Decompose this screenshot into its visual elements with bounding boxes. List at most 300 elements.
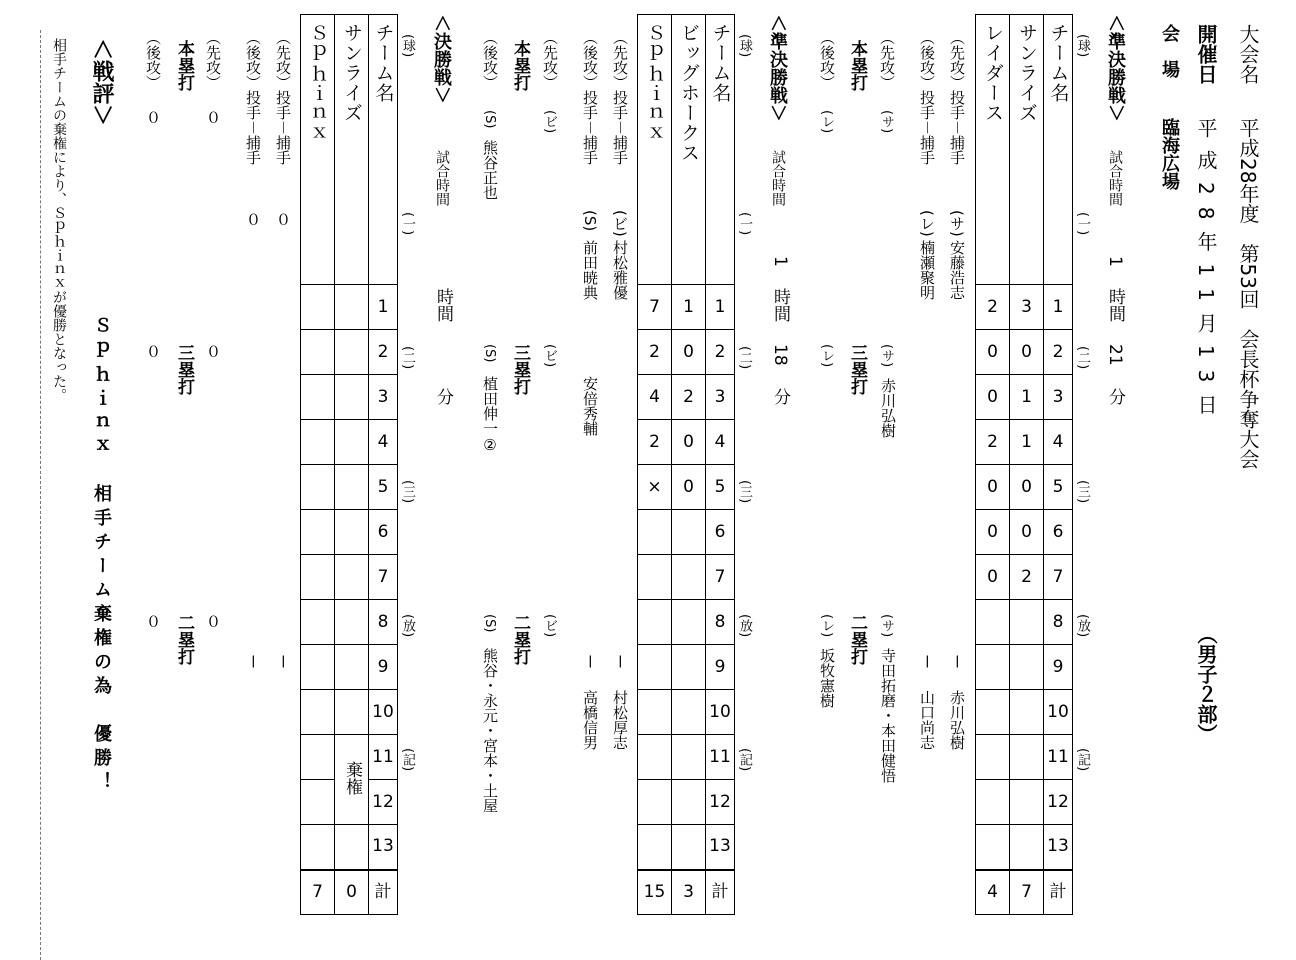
team-name: サンライズ: [1016, 23, 1038, 123]
game3-minutes-unit: 分: [433, 388, 453, 405]
g1-hr-type2: 三塁打: [847, 344, 867, 395]
inning-row: [976, 825, 1073, 870]
inning-label: 9: [369, 645, 398, 690]
g2-hr1-abbr3: (ビ): [542, 614, 557, 638]
game3-time-label: 試合時間: [434, 150, 450, 206]
inning-label: 4: [369, 420, 398, 465]
g2-hr1-side: （先攻）: [541, 30, 559, 90]
g1-hr2-abbr3: (レ): [819, 614, 834, 638]
inning-score: [301, 690, 335, 735]
g2-hr1-abbr: (ビ): [542, 110, 557, 134]
g1-bat2-side: （後攻）投手－捕手: [918, 30, 936, 166]
inning-score: [301, 285, 335, 330]
team-name-cell: [638, 15, 672, 285]
inning-row: [301, 600, 398, 645]
g3-bat2-pitcher: ０: [244, 212, 262, 227]
g2-bat2-pitcher: 前田暁典: [581, 240, 599, 300]
inning-score: 2: [976, 420, 1010, 465]
g2-hr-type3: 二塁打: [510, 614, 530, 665]
inning-row: [301, 285, 398, 330]
g2-bat2-catcher: 高橋信男: [581, 690, 599, 750]
tournament-name: 平成28年度 第53回 会長杯争奪大会: [1236, 118, 1260, 469]
inning-score: [672, 780, 706, 825]
venue-value: 臨海広場: [1159, 118, 1180, 190]
inning-label: 11: [369, 735, 398, 780]
inning-score: 0: [672, 420, 706, 465]
inning-row: [638, 600, 735, 645]
g1-bat1-side: （先攻）投手－捕手: [948, 30, 966, 166]
margin-two-3: (二): [400, 346, 415, 370]
game3-title: ＜決勝戦＞: [431, 14, 452, 104]
team-name: Ｓｐｈｉｎｘ: [644, 23, 666, 143]
g1-hr1-abbr3: (サ): [879, 614, 894, 638]
inning-label: 3: [706, 375, 735, 420]
inning-row: [638, 690, 735, 735]
inning-score: [335, 465, 369, 510]
g2-bat1-catcher: 村松厚志: [611, 690, 629, 750]
inning-row: [976, 645, 1073, 690]
inning-label: 12: [706, 780, 735, 825]
inning-row: [976, 420, 1073, 465]
inning-score: [638, 825, 672, 870]
g3-bat2-sep: －: [244, 654, 262, 670]
inning-score: [638, 555, 672, 600]
forfeit-note: 棄権: [342, 760, 362, 795]
inning-score: [1010, 780, 1044, 825]
g2-hr1-abbr2: (ビ): [542, 344, 557, 368]
date-label: 開催日: [1194, 24, 1218, 84]
g2-bat2-mid: 安倍秀輔: [581, 376, 599, 436]
inning-label: 9: [706, 645, 735, 690]
g1-hr1-players3: 寺田拓磨・本田健悟: [879, 648, 897, 783]
margin-ball-2: (球): [737, 34, 752, 58]
inning-score: [301, 330, 335, 375]
inning-score: 1: [1010, 420, 1044, 465]
g3-bat2-side: （後攻）投手－捕手: [244, 30, 262, 166]
inning-row: [301, 420, 398, 465]
inning-row: [301, 825, 398, 870]
total-label: 計: [1044, 870, 1073, 915]
inning-score: [335, 330, 369, 375]
inning-score: [1010, 825, 1044, 870]
inning-row: [976, 465, 1073, 510]
inning-label: 2: [369, 330, 398, 375]
total-score: 0: [335, 870, 369, 915]
total-score: 3: [672, 870, 706, 915]
inning-score: 2: [1010, 555, 1044, 600]
inning-score: 3: [1010, 285, 1044, 330]
g1-bat2-abbr: (レ): [918, 210, 936, 237]
game2-scoreboard: [637, 14, 735, 915]
g3-hr2-v2: ０: [144, 344, 162, 359]
inning-score: [301, 375, 335, 420]
inning-label: 7: [1044, 555, 1073, 600]
inning-row: [976, 600, 1073, 645]
g3-hr2-v3: ０: [144, 614, 162, 629]
inning-label: 2: [1044, 330, 1073, 375]
margin-release-2: (放): [737, 614, 752, 638]
inning-score: [1010, 735, 1044, 780]
inning-score: [672, 825, 706, 870]
inning-label: 6: [369, 510, 398, 555]
g1-bat1-sep: －: [948, 654, 966, 670]
inning-row: [638, 825, 735, 870]
inning-score: [301, 555, 335, 600]
inning-score: [335, 510, 369, 555]
inning-score: [335, 420, 369, 465]
inning-score: [301, 780, 335, 825]
date-value: 平成28年11月13日: [1194, 118, 1218, 427]
inning-row: [976, 780, 1073, 825]
margin-three-3: (三): [400, 480, 415, 504]
inning-score: 0: [976, 465, 1010, 510]
g2-hr2-abbr3: (S): [482, 614, 497, 633]
g2-bat1-abbr: (ビ): [611, 210, 629, 237]
margin-three-2: (三): [737, 480, 752, 504]
g1-hr2-players3: 坂牧憲樹: [818, 648, 836, 708]
inning-label: 12: [1044, 780, 1073, 825]
inning-score: 7: [638, 285, 672, 330]
inning-label: 4: [1044, 420, 1073, 465]
inning-score: [335, 690, 369, 735]
inning-row: [976, 285, 1073, 330]
g1-hr2-side: （後攻）: [818, 30, 836, 90]
inning-score: [335, 285, 369, 330]
total-row: [638, 870, 735, 915]
inning-row: [976, 375, 1073, 420]
team-header-label: チーム名: [372, 23, 395, 103]
tournament-label: 大会名: [1236, 24, 1260, 84]
inning-score: 0: [976, 510, 1010, 555]
inning-label: 11: [1044, 735, 1073, 780]
inning-row: [976, 735, 1073, 780]
g3-hr1-v1: ０: [204, 110, 222, 125]
inning-score: [301, 510, 335, 555]
game1-hours-unit: 時間: [1105, 288, 1125, 322]
margin-one: (一): [1075, 212, 1090, 236]
total-score: 7: [301, 870, 335, 915]
inning-label: 5: [706, 465, 735, 510]
g1-hr1-abbr: (サ): [879, 110, 894, 134]
team-name-cell: [301, 15, 335, 285]
inning-score: 4: [638, 375, 672, 420]
inning-score: 0: [976, 375, 1010, 420]
inning-score: [301, 645, 335, 690]
inning-label: 5: [1044, 465, 1073, 510]
inning-label: 6: [706, 510, 735, 555]
game1-title: ＜準決勝戦＞: [1105, 14, 1126, 122]
margin-one-3: (一): [400, 212, 415, 236]
inning-label: 1: [706, 285, 735, 330]
inning-row: [638, 735, 735, 780]
inning-score: [301, 735, 335, 780]
g2-hr2-abbr2: (S): [482, 344, 497, 363]
inning-row: [638, 510, 735, 555]
inning-score: [638, 600, 672, 645]
inning-label: 13: [706, 825, 735, 870]
game2-hours-unit: 時間: [770, 288, 790, 322]
inning-row: [638, 465, 735, 510]
inning-score: 0: [1010, 330, 1044, 375]
inning-score: [976, 735, 1010, 780]
g2-hr-type1: 本塁打: [510, 40, 530, 91]
game3-scoreboard: [300, 14, 398, 915]
team-header-cell: [706, 15, 735, 285]
inning-score: [1010, 600, 1044, 645]
inning-label: 10: [1044, 690, 1073, 735]
inning-row: [976, 690, 1073, 735]
g2-hr2-abbr: (S): [482, 110, 497, 129]
inning-score: [976, 600, 1010, 645]
g2-bat1-pitcher: 村松雅優: [611, 240, 629, 300]
g1-hr2-abbr: (レ): [819, 110, 834, 134]
margin-record-3: (記): [400, 748, 415, 772]
inning-score: 2: [672, 375, 706, 420]
inning-score: [335, 735, 369, 825]
inning-score: [638, 780, 672, 825]
g2-bat2-abbr: (S): [581, 210, 599, 232]
inning-label: 10: [706, 690, 735, 735]
g3-hr-type2: 三塁打: [174, 344, 194, 395]
inning-score: [976, 825, 1010, 870]
inning-score: [672, 510, 706, 555]
g1-bat2-catcher: 山口尚志: [918, 690, 936, 750]
team-name-cell: [335, 15, 369, 285]
inning-score: [335, 555, 369, 600]
game1-hours: 1: [1105, 256, 1125, 267]
inning-score: [638, 735, 672, 780]
team-name: レイダース: [982, 23, 1004, 123]
inning-score: 0: [976, 555, 1010, 600]
team-header-label: チーム名: [709, 23, 732, 103]
inning-score: [638, 645, 672, 690]
inning-score: 0: [976, 330, 1010, 375]
inning-row: [638, 780, 735, 825]
inning-score: [638, 510, 672, 555]
team-name-cell: [1010, 15, 1044, 285]
game2-time-label: 試合時間: [770, 150, 786, 206]
margin-one-2: (一): [737, 212, 752, 236]
g1-bat2-sep: －: [918, 654, 936, 670]
g1-bat1-pitcher: 安藤浩志: [948, 240, 966, 300]
team-header-cell: [1044, 15, 1073, 285]
inning-row: [638, 285, 735, 330]
team-name-cell: [976, 15, 1010, 285]
inning-score: [672, 735, 706, 780]
inning-score: [672, 555, 706, 600]
inning-row: [301, 555, 398, 600]
inning-label: 1: [369, 285, 398, 330]
inning-score: [976, 645, 1010, 690]
inning-row: [976, 510, 1073, 555]
inning-score: 2: [638, 330, 672, 375]
cut-line: [40, 30, 41, 960]
g3-hr1-v2: ０: [204, 344, 222, 359]
inning-score: [672, 600, 706, 645]
total-score: 7: [1010, 870, 1044, 915]
margin-record: (記): [1075, 748, 1090, 772]
total-score: 4: [976, 870, 1010, 915]
inning-row: [638, 555, 735, 600]
team-name-cell: [672, 15, 706, 285]
inning-label: 13: [369, 825, 398, 870]
inning-score: 2: [976, 285, 1010, 330]
g2-bat1-side: （先攻）投手－捕手: [611, 30, 629, 166]
team-name-row: [638, 15, 735, 285]
division-label: （男子２部）: [1194, 624, 1218, 744]
team-name-row: [301, 15, 398, 285]
inning-label: 4: [706, 420, 735, 465]
margin-release: (放): [1075, 614, 1090, 638]
inning-score: 1: [1010, 375, 1044, 420]
g2-bat2-side: （後攻）投手－捕手: [581, 30, 599, 166]
inning-label: 8: [369, 600, 398, 645]
game3-hours-unit: 時間: [433, 288, 453, 322]
inning-score: [976, 690, 1010, 735]
inning-score: [301, 600, 335, 645]
review-headline: Ｓｐｈｉｎｘ 相手チーム棄権の為 優勝！: [91, 316, 112, 796]
inning-score: [335, 645, 369, 690]
g3-bat1-side: （先攻）投手－捕手: [274, 30, 292, 166]
g2-hr2-players3: 熊谷・永元・宮本・土屋: [481, 648, 499, 813]
g1-hr-type1: 本塁打: [847, 40, 867, 91]
g1-bat1-abbr: (サ): [948, 210, 966, 237]
game1-minutes-unit: 分: [1105, 388, 1125, 405]
total-row: [976, 870, 1073, 915]
g1-hr2-abbr2: (レ): [819, 344, 834, 368]
inning-score: [976, 780, 1010, 825]
g2-bat2-sep: －: [581, 654, 599, 670]
game2-title: ＜準決勝戦＞: [767, 14, 788, 122]
g3-hr-type1: 本塁打: [174, 40, 194, 91]
margin-two-2: (二): [737, 346, 752, 370]
inning-label: 8: [706, 600, 735, 645]
margin-ball-3: (球): [400, 34, 415, 58]
inning-row: [638, 420, 735, 465]
game2-minutes: 18: [770, 344, 790, 366]
inning-score: 2: [638, 420, 672, 465]
inning-score: 0: [1010, 510, 1044, 555]
g1-bat1-catcher: 赤川弘樹: [948, 690, 966, 750]
margin-ball: (球): [1075, 34, 1090, 58]
inning-row: [301, 375, 398, 420]
inning-label: 1: [1044, 285, 1073, 330]
inning-row: [638, 375, 735, 420]
inning-row: [976, 555, 1073, 600]
g1-hr1-players2: 赤川弘樹: [879, 378, 897, 438]
inning-row: [638, 645, 735, 690]
total-label: 計: [706, 870, 735, 915]
inning-score: [301, 825, 335, 870]
inning-row: [301, 465, 398, 510]
inning-score: [335, 600, 369, 645]
inning-label: 13: [1044, 825, 1073, 870]
inning-score: [301, 465, 335, 510]
team-header-cell: [369, 15, 398, 285]
g2-hr2-players2: 植田伸一②: [481, 376, 499, 454]
game1-time-label: 試合時間: [1107, 150, 1123, 206]
margin-three: (三): [1075, 480, 1090, 504]
inning-row: [301, 735, 398, 780]
inning-score: [1010, 690, 1044, 735]
team-header-label: チーム名: [1047, 23, 1070, 103]
total-score: 15: [638, 870, 672, 915]
inning-label: 5: [369, 465, 398, 510]
inning-label: 11: [706, 735, 735, 780]
inning-row: [976, 330, 1073, 375]
total-row: [301, 870, 398, 915]
team-name-row: [976, 15, 1073, 285]
inning-label: 7: [369, 555, 398, 600]
inning-label: 3: [1044, 375, 1073, 420]
g3-bat1-sep: －: [274, 654, 292, 670]
inning-row: [301, 330, 398, 375]
inning-row: [301, 690, 398, 735]
inning-score: 1: [672, 285, 706, 330]
g3-hr2-side: （後攻）: [144, 30, 162, 90]
review-body: 相手チームの棄権により、Ｓｐｈｉｎｘが優勝となった。: [51, 38, 67, 402]
g3-hr2-v1: ０: [144, 110, 162, 125]
margin-two: (二): [1075, 346, 1090, 370]
g2-bat1-sep: －: [611, 654, 629, 670]
inning-label: 6: [1044, 510, 1073, 555]
game1-scoreboard: [975, 14, 1073, 915]
margin-release-3: (放): [400, 614, 415, 638]
venue-label: 会 場: [1159, 24, 1180, 78]
inning-label: 10: [369, 690, 398, 735]
g1-bat2-pitcher: 楠瀬聚明: [918, 240, 936, 300]
inning-row: [301, 510, 398, 555]
margin-record-2: (記): [737, 748, 752, 772]
inning-score: 0: [672, 330, 706, 375]
inning-label: 9: [1044, 645, 1073, 690]
inning-score: [672, 645, 706, 690]
inning-label: 12: [369, 780, 398, 825]
team-name: サンライズ: [341, 23, 363, 123]
game2-hours: 1: [770, 256, 790, 267]
inning-label: 2: [706, 330, 735, 375]
inning-row: [638, 330, 735, 375]
inning-score: [672, 690, 706, 735]
inning-score: [301, 420, 335, 465]
review-title: ＜戦評＞: [89, 38, 114, 127]
total-label: 計: [369, 870, 398, 915]
g3-hr1-side: （先攻）: [204, 30, 222, 90]
g1-hr1-side: （先攻）: [878, 30, 896, 90]
inning-score: 0: [1010, 465, 1044, 510]
inning-score: [335, 825, 369, 870]
g1-hr-type3: 二塁打: [847, 614, 867, 665]
game1-minutes: 21: [1105, 344, 1125, 366]
inning-score: [1010, 645, 1044, 690]
inning-label: 7: [706, 555, 735, 600]
g3-hr1-v3: ０: [204, 614, 222, 629]
g3-hr-type3: 二塁打: [174, 614, 194, 665]
g1-hr1-abbr2: (サ): [879, 344, 894, 368]
inning-label: 8: [1044, 600, 1073, 645]
g2-hr-type2: 三塁打: [510, 344, 530, 395]
g3-bat1-pitcher: ０: [274, 212, 292, 227]
team-name: ビッグホークス: [678, 23, 700, 163]
inning-score: [638, 690, 672, 735]
g2-hr2-side: （後攻）: [481, 30, 499, 90]
inning-label: 3: [369, 375, 398, 420]
inning-row: [301, 645, 398, 690]
inning-score: ×: [638, 465, 672, 510]
inning-score: [335, 375, 369, 420]
game2-minutes-unit: 分: [770, 388, 790, 405]
team-name: Ｓｐｈｉｎｘ: [307, 23, 329, 143]
